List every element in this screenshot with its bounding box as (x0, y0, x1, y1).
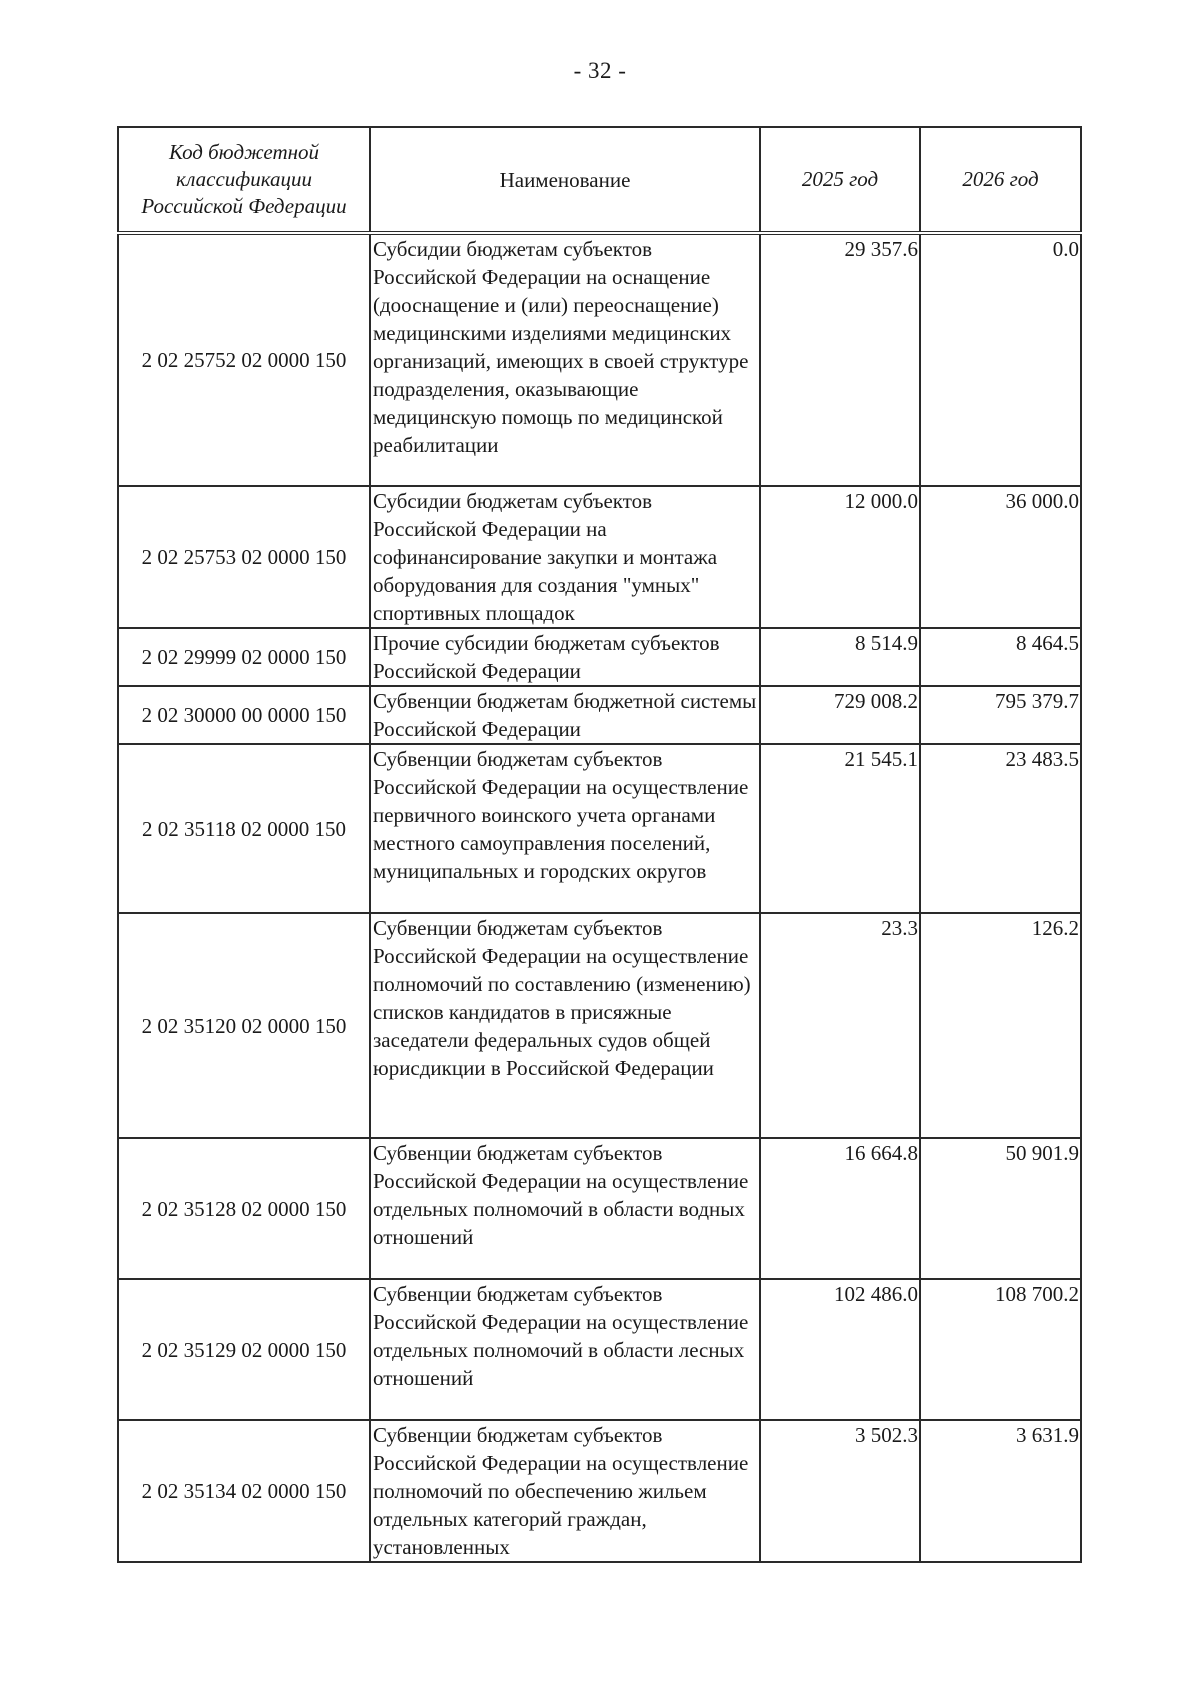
row-value-2025: 12 000.0 (760, 486, 920, 628)
table-row (118, 686, 1081, 744)
row-code: 2 02 35129 02 0000 150 (118, 1279, 370, 1420)
row-code: 2 02 35120 02 0000 150 (118, 913, 370, 1138)
row-code: 2 02 35118 02 0000 150 (118, 744, 370, 913)
row-code: 2 02 30000 00 0000 150 (118, 686, 370, 744)
row-name: Субвенции бюджетам бюджетной системы Российской Федерации (370, 686, 760, 744)
row-value-2025: 16 664.8 (760, 1138, 920, 1279)
header-2025: 2025 год (760, 127, 920, 233)
row-value-2025: 21 545.1 (760, 744, 920, 913)
row-name: Субвенции бюджетам субъектов Российской Федерации на осуществление первичного воинского учета органами местного самоуправления поселений, муниципальных и городских округов (370, 744, 760, 913)
row-name: Субвенции бюджетам субъектов Российской Федерации на осуществление полномочий по составлению (изменению) списков кандидатов в присяжные заседатели федеральных судов общей юрисдикции в Российской Федерации (370, 913, 760, 1138)
table-row (118, 233, 1081, 486)
budget-table (117, 126, 1082, 1563)
row-code: 2 02 35128 02 0000 150 (118, 1138, 370, 1279)
row-value-2026: 108 700.2 (920, 1279, 1081, 1420)
table-header-row (118, 127, 1081, 233)
row-value-2026: 36 000.0 (920, 486, 1081, 628)
table-row (118, 628, 1081, 686)
row-value-2025: 729 008.2 (760, 686, 920, 744)
row-value-2026: 126.2 (920, 913, 1081, 1138)
row-name: Субвенции бюджетам субъектов Российской Федерации на осуществление отдельных полномочий в области лесных отношений (370, 1279, 760, 1420)
header-code: Код бюджетной классификации Российской Федерации (118, 127, 370, 233)
table-row (118, 1420, 1081, 1562)
row-value-2025: 8 514.9 (760, 628, 920, 686)
row-value-2026: 0.0 (920, 233, 1081, 486)
row-value-2025: 3 502.3 (760, 1420, 920, 1562)
row-code: 2 02 35134 02 0000 150 (118, 1420, 370, 1562)
row-code: 2 02 25752 02 0000 150 (118, 233, 370, 486)
row-value-2025: 29 357.6 (760, 233, 920, 486)
row-code: 2 02 25753 02 0000 150 (118, 486, 370, 628)
row-name: Субсидии бюджетам субъектов Российской Федерации на оснащение (дооснащение и (или) переоснащение) медицинскими изделиями медицинских организаций, имеющих в своей структуре подразделения, оказывающие медицинскую помощь по медицинской реабилитации (370, 233, 760, 486)
header-2026: 2026 год (920, 127, 1081, 233)
table-row (118, 913, 1081, 1138)
header-name: Наименование (370, 127, 760, 233)
row-name: Субвенции бюджетам субъектов Российской Федерации на осуществление полномочий по обеспечению жильем отдельных категорий граждан, установленных (370, 1420, 760, 1562)
row-name: Субсидии бюджетам субъектов Российской Федерации на софинансирование закупки и монтажа оборудования для создания "умных" спортивных площадок (370, 486, 760, 628)
table-row (118, 1279, 1081, 1420)
row-value-2026: 3 631.9 (920, 1420, 1081, 1562)
row-value-2025: 23.3 (760, 913, 920, 1138)
row-name: Прочие субсидии бюджетам субъектов Российской Федерации (370, 628, 760, 686)
table-row (118, 744, 1081, 913)
table-row (118, 1138, 1081, 1279)
page-number: - 32 - (573, 58, 627, 83)
row-value-2026: 23 483.5 (920, 744, 1081, 913)
row-value-2026: 50 901.9 (920, 1138, 1081, 1279)
row-name: Субвенции бюджетам субъектов Российской Федерации на осуществление отдельных полномочий в области водных отношений (370, 1138, 760, 1279)
table-row (118, 486, 1081, 628)
row-value-2026: 8 464.5 (920, 628, 1081, 686)
row-value-2025: 102 486.0 (760, 1279, 920, 1420)
row-value-2026: 795 379.7 (920, 686, 1081, 744)
row-code: 2 02 29999 02 0000 150 (118, 628, 370, 686)
